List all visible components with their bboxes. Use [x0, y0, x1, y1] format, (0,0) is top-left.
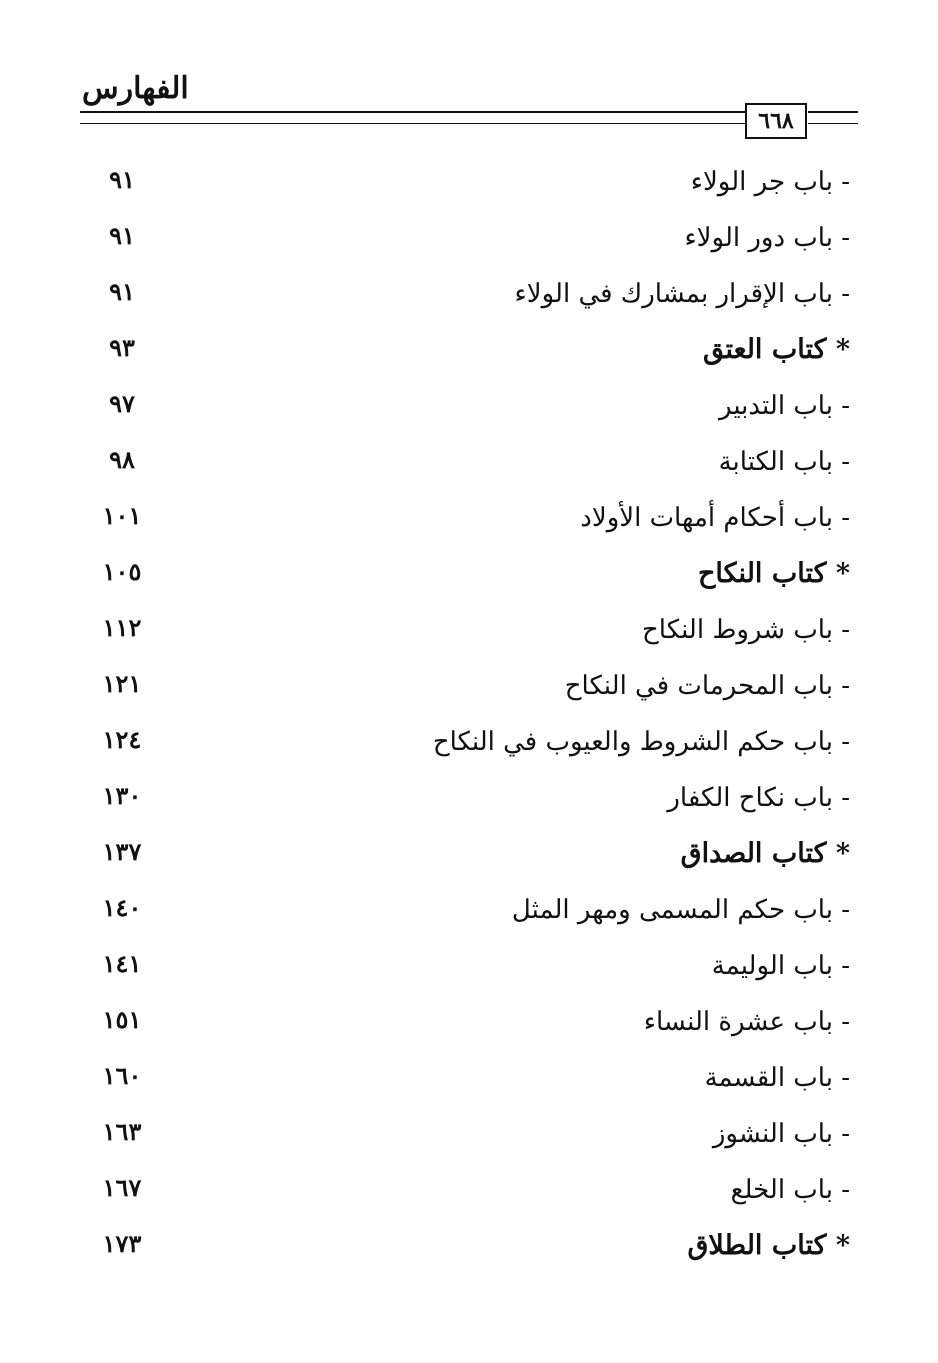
toc-book-row	[100, 323, 850, 379]
toc-entry-row	[100, 603, 850, 659]
toc-book-title: * كتاب النكاح	[697, 558, 850, 589]
toc-page-number: ٩١	[109, 221, 135, 250]
toc-entry-row	[100, 211, 850, 267]
toc-entry-row	[100, 771, 850, 827]
toc-entry-title: - باب التدبير	[718, 391, 850, 421]
toc-entry-row	[100, 379, 850, 435]
toc-entry-row	[100, 1051, 850, 1107]
toc-page-number: ١٢١	[102, 669, 142, 698]
toc-page-number: ١٦٣	[102, 1117, 142, 1146]
toc-page-number: ٩١	[109, 277, 135, 306]
toc-page-number: ٩٨	[109, 445, 135, 474]
toc-entry-row	[100, 883, 850, 939]
toc-entry-title: - باب عشرة النساء	[643, 1007, 850, 1037]
header-rule-thick-right	[808, 111, 858, 113]
toc-entry-row	[100, 267, 850, 323]
toc-entry-title: - باب نكاح الكفار	[667, 783, 850, 813]
toc-entry-row	[100, 491, 850, 547]
toc-entry-row	[100, 1163, 850, 1219]
header-title: الفهارس	[82, 71, 189, 106]
toc-page-number: ١٥١	[102, 1005, 142, 1034]
toc-entry-title: - باب الكتابة	[718, 447, 850, 477]
toc-page-number: ١٣٧	[102, 837, 142, 866]
toc-page-number: ١١٢	[102, 613, 142, 642]
toc-entry-title: - باب الوليمة	[711, 951, 850, 981]
toc-entry-row	[100, 995, 850, 1051]
toc-entry-title: - باب القسمة	[704, 1063, 850, 1093]
toc-entry-row	[100, 435, 850, 491]
toc-page-number: ١٦٧	[102, 1173, 142, 1202]
toc-entry-title: - باب دور الولاء	[684, 223, 850, 253]
toc-page-number: ١٧٣	[102, 1229, 142, 1258]
toc-book-title: * كتاب العتق	[703, 334, 850, 365]
toc-book-title: * كتاب الطلاق	[687, 1230, 850, 1261]
toc-page-number: ١٦٠	[102, 1061, 142, 1090]
toc-entry-row	[100, 715, 850, 771]
toc-entry-row	[100, 939, 850, 995]
toc-entry-title: - باب أحكام أمهات الأولاد	[580, 503, 850, 533]
toc-entry-title: - باب الإقرار بمشارك في الولاء	[514, 279, 850, 309]
toc-entry-row	[100, 659, 850, 715]
toc-entry-title: - باب شروط النكاح	[642, 615, 850, 645]
toc-page-number: ٩٣	[109, 333, 135, 362]
toc-page-number: ١٤١	[102, 949, 142, 978]
table-of-contents	[100, 155, 850, 1275]
page-number-box	[745, 103, 807, 139]
toc-page-number: ١٣٠	[102, 781, 142, 810]
toc-page-number: ٩١	[109, 165, 135, 194]
toc-entry-title: - باب جر الولاء	[690, 167, 850, 197]
toc-page-number: ١٤٠	[102, 893, 142, 922]
toc-page-number: ١٢٤	[102, 725, 142, 754]
toc-entry-title: - باب النشوز	[712, 1119, 850, 1149]
toc-page-number: ١٠١	[102, 501, 142, 530]
toc-entry-row	[100, 155, 850, 211]
page-number: ٦٦٨	[758, 108, 794, 134]
header-rule-thin-right	[808, 123, 858, 124]
toc-entry-title: - باب الخلع	[730, 1175, 850, 1205]
toc-entry-title: - باب حكم الشروط والعيوب في النكاح	[432, 727, 850, 757]
toc-book-row	[100, 1219, 850, 1275]
toc-entry-title: - باب المحرمات في النكاح	[564, 671, 850, 701]
header-rule-thin	[80, 123, 747, 124]
toc-book-row	[100, 547, 850, 603]
header-rule-thick	[80, 111, 747, 113]
toc-entry-title: - باب حكم المسمى ومهر المثل	[511, 895, 850, 925]
toc-page-number: ٩٧	[109, 389, 135, 418]
toc-page-number: ١٠٥	[102, 557, 142, 586]
toc-entry-row	[100, 1107, 850, 1163]
toc-book-row	[100, 827, 850, 883]
toc-book-title: * كتاب الصداق	[680, 838, 850, 869]
